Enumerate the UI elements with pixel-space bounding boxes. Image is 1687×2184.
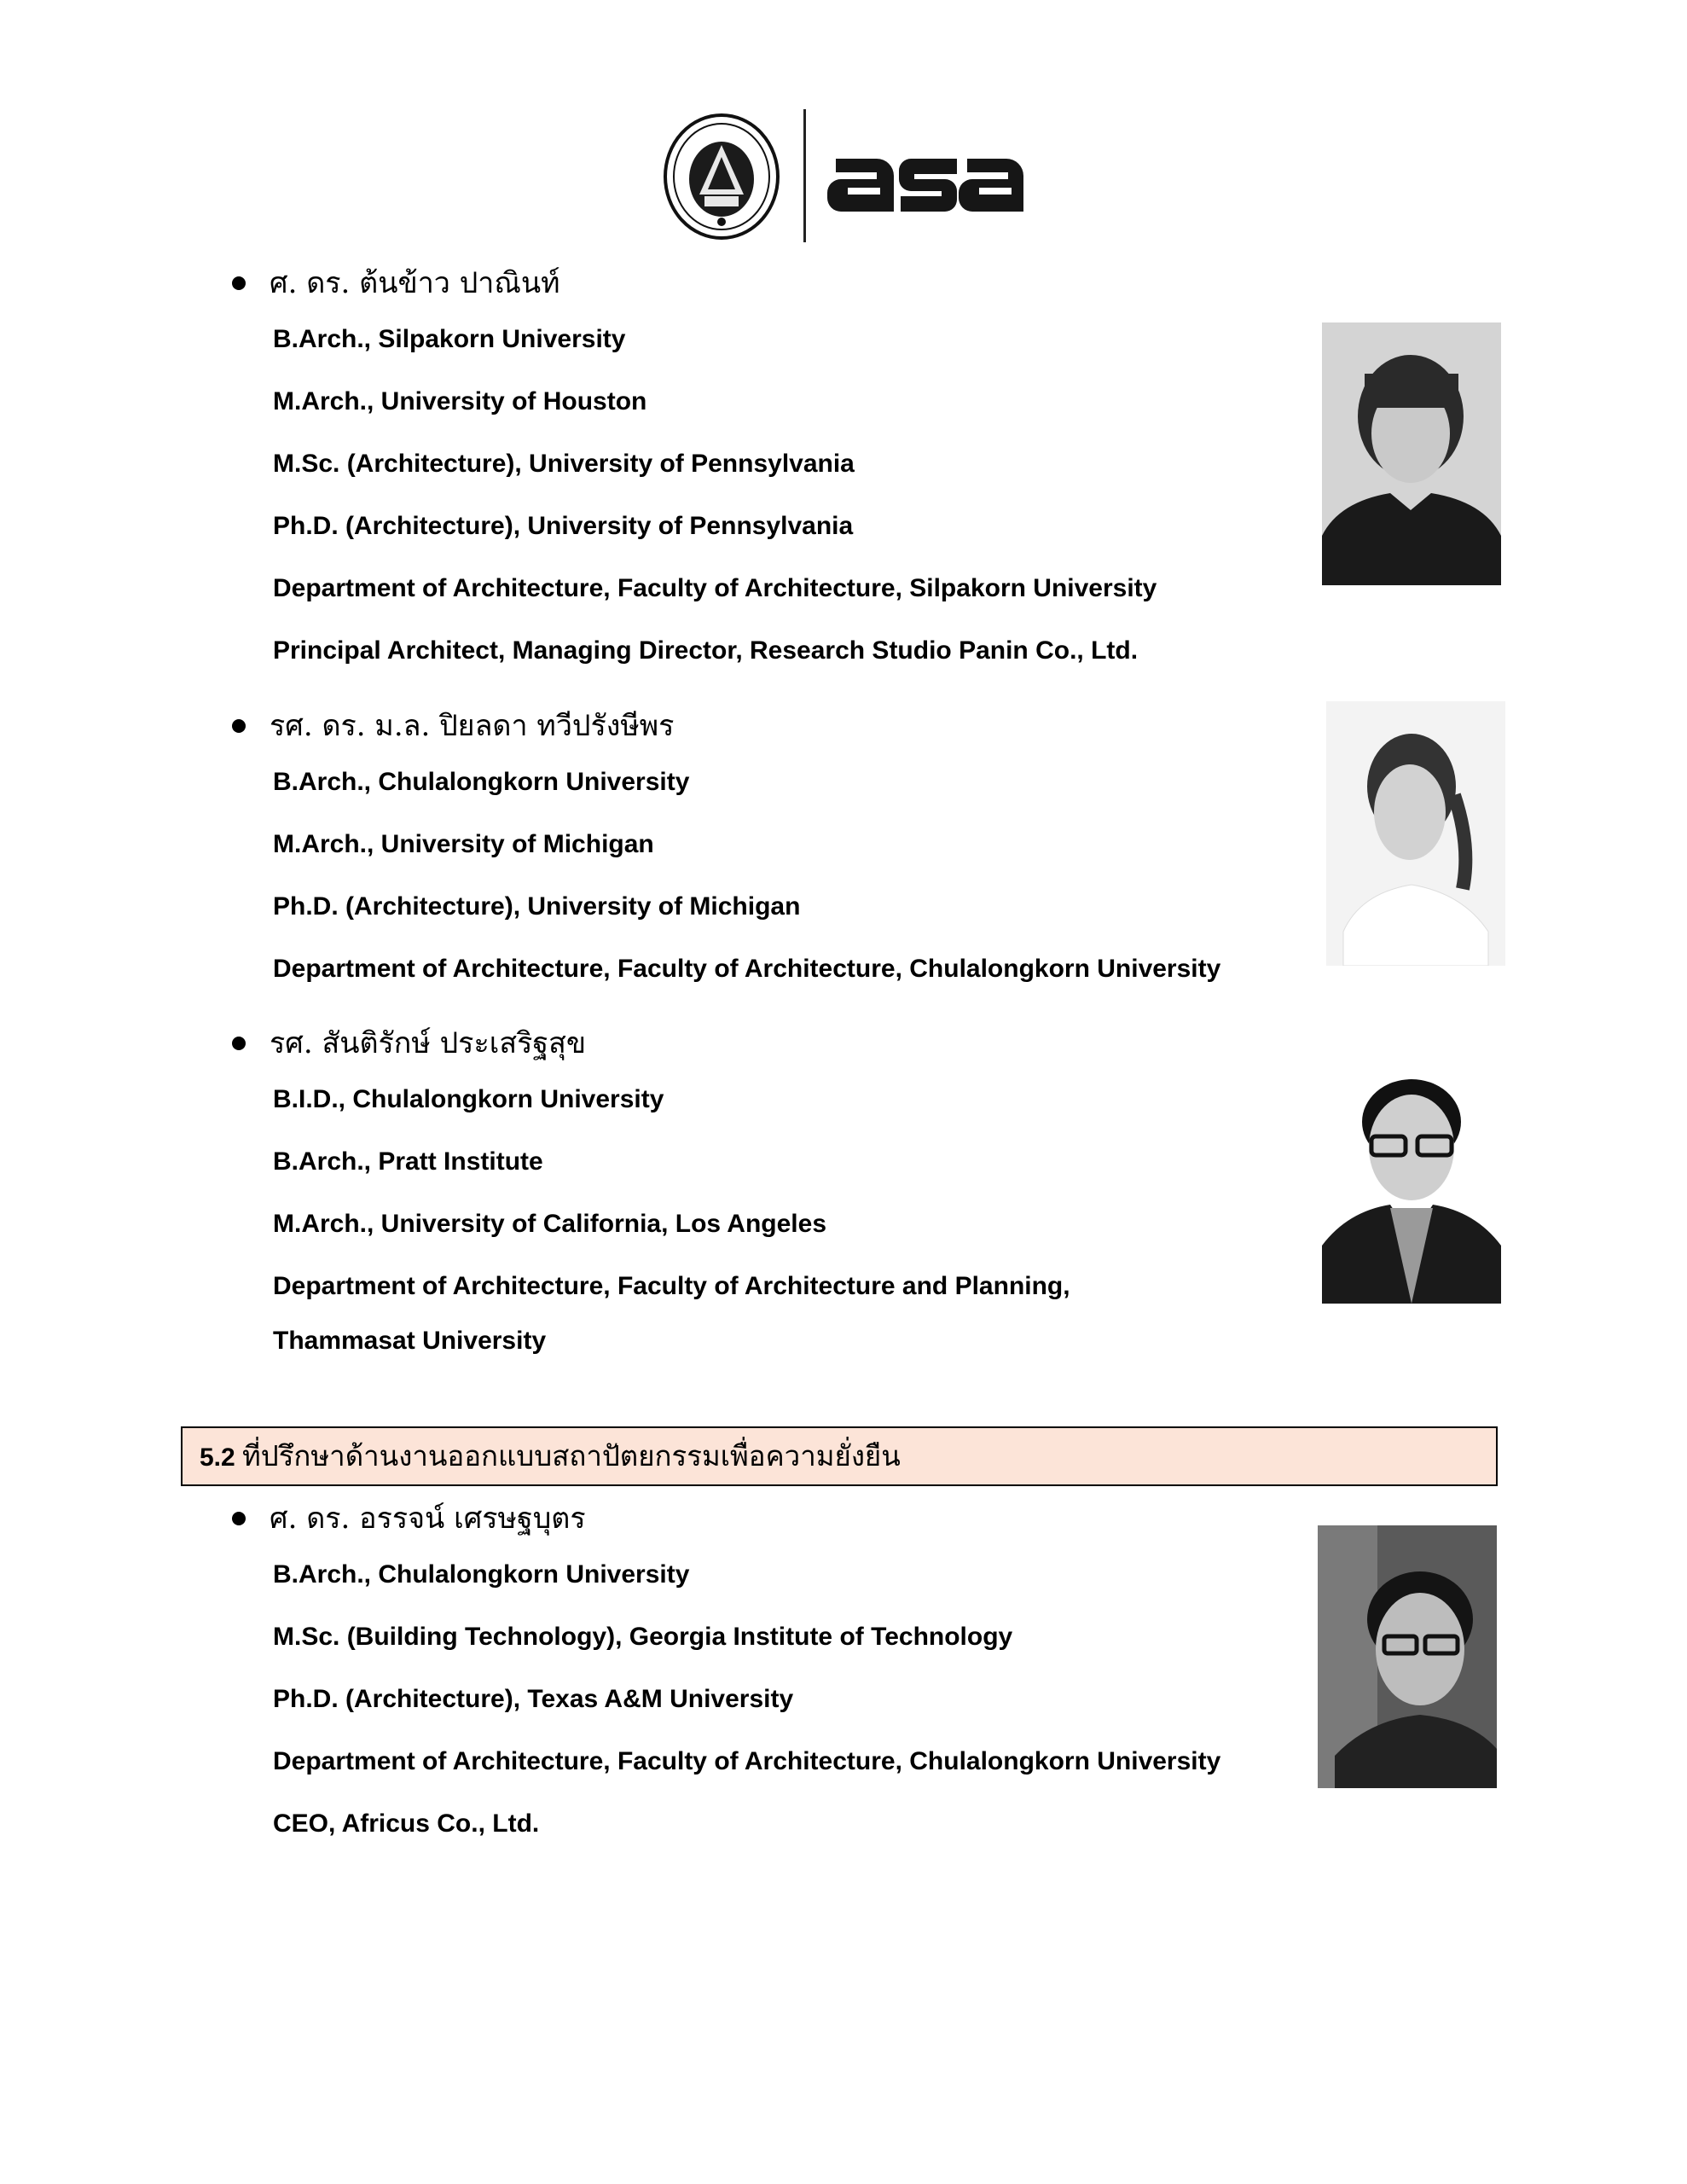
qualification: Ph.D. (Architecture), University of Michigan bbox=[273, 892, 801, 921]
association-seal-logo bbox=[662, 113, 781, 241]
person-name: รศ. ดร. ม.ล. ปิยลดา ทวีปรังษีพร bbox=[270, 709, 675, 743]
qualification: Department of Architecture, Faculty of Architecture, Chulalongkorn University bbox=[273, 1747, 1221, 1775]
section-header bbox=[181, 1426, 1498, 1486]
section-number: 5.2 bbox=[200, 1443, 235, 1472]
qualification: Department of Architecture, Faculty of Architecture and Planning, bbox=[273, 1272, 1070, 1300]
portrait-photo bbox=[1326, 701, 1505, 966]
qualification: Ph.D. (Architecture), Texas A&M University bbox=[273, 1685, 794, 1713]
bullet-icon bbox=[232, 1512, 246, 1525]
qualification: CEO, Africus Co., Ltd. bbox=[273, 1809, 540, 1838]
qualification: Department of Architecture, Faculty of Architecture, Chulalongkorn University bbox=[273, 955, 1221, 983]
logo-divider bbox=[803, 109, 806, 242]
qualification: B.Arch., Silpakorn University bbox=[273, 325, 626, 353]
bullet-icon bbox=[232, 276, 246, 290]
person-name: ศ. ดร. อรรจน์ เศรษฐบุตร bbox=[270, 1502, 586, 1536]
portrait-photo bbox=[1322, 1041, 1501, 1304]
person-name: รศ. สันติรักษ์ ประเสริฐสุข bbox=[270, 1026, 587, 1060]
person-name: ศ. ดร. ต้นข้าว ปาณินท์ bbox=[270, 266, 560, 300]
bullet-icon bbox=[232, 1037, 246, 1050]
qualifications-list bbox=[273, 1083, 1070, 1386]
qualifications-list bbox=[273, 322, 1157, 696]
qualification: B.Arch., Chulalongkorn University bbox=[273, 768, 690, 796]
qualification: B.Arch., Pratt Institute bbox=[273, 1147, 543, 1176]
qualification: B.Arch., Chulalongkorn University bbox=[273, 1560, 690, 1589]
qualification: M.Arch., University of Houston bbox=[273, 387, 647, 415]
qualification: B.I.D., Chulalongkorn University bbox=[273, 1085, 664, 1113]
qualification: Thammasat University bbox=[273, 1327, 547, 1355]
qualification: Principal Architect, Managing Director, Research Studio Panin Co., Ltd. bbox=[273, 636, 1139, 665]
asa-wordmark-logo bbox=[827, 126, 1023, 220]
qualification: Ph.D. (Architecture), University of Pennsylvania bbox=[273, 512, 854, 540]
section-title: ที่ปรึกษาด้านงานออกแบบสถาปัตยกรรมเพื่อความยั่งยืน bbox=[242, 1439, 901, 1472]
bullet-icon bbox=[232, 719, 246, 733]
portrait-photo bbox=[1318, 1525, 1497, 1788]
qualification: M.Arch., University of California, Los Angeles bbox=[273, 1210, 827, 1238]
qualification: M.Sc. (Architecture), University of Pennsylvania bbox=[273, 450, 855, 478]
qualifications-list bbox=[273, 1558, 1220, 1869]
portrait-photo bbox=[1322, 322, 1501, 585]
qualification: M.Arch., University of Michigan bbox=[273, 830, 654, 858]
qualification: Department of Architecture, Faculty of Architecture, Silpakorn University bbox=[273, 574, 1157, 602]
qualifications-list bbox=[273, 765, 1220, 1014]
qualification: M.Sc. (Building Technology), Georgia Institute of Technology bbox=[273, 1623, 1013, 1651]
header bbox=[0, 102, 1687, 247]
